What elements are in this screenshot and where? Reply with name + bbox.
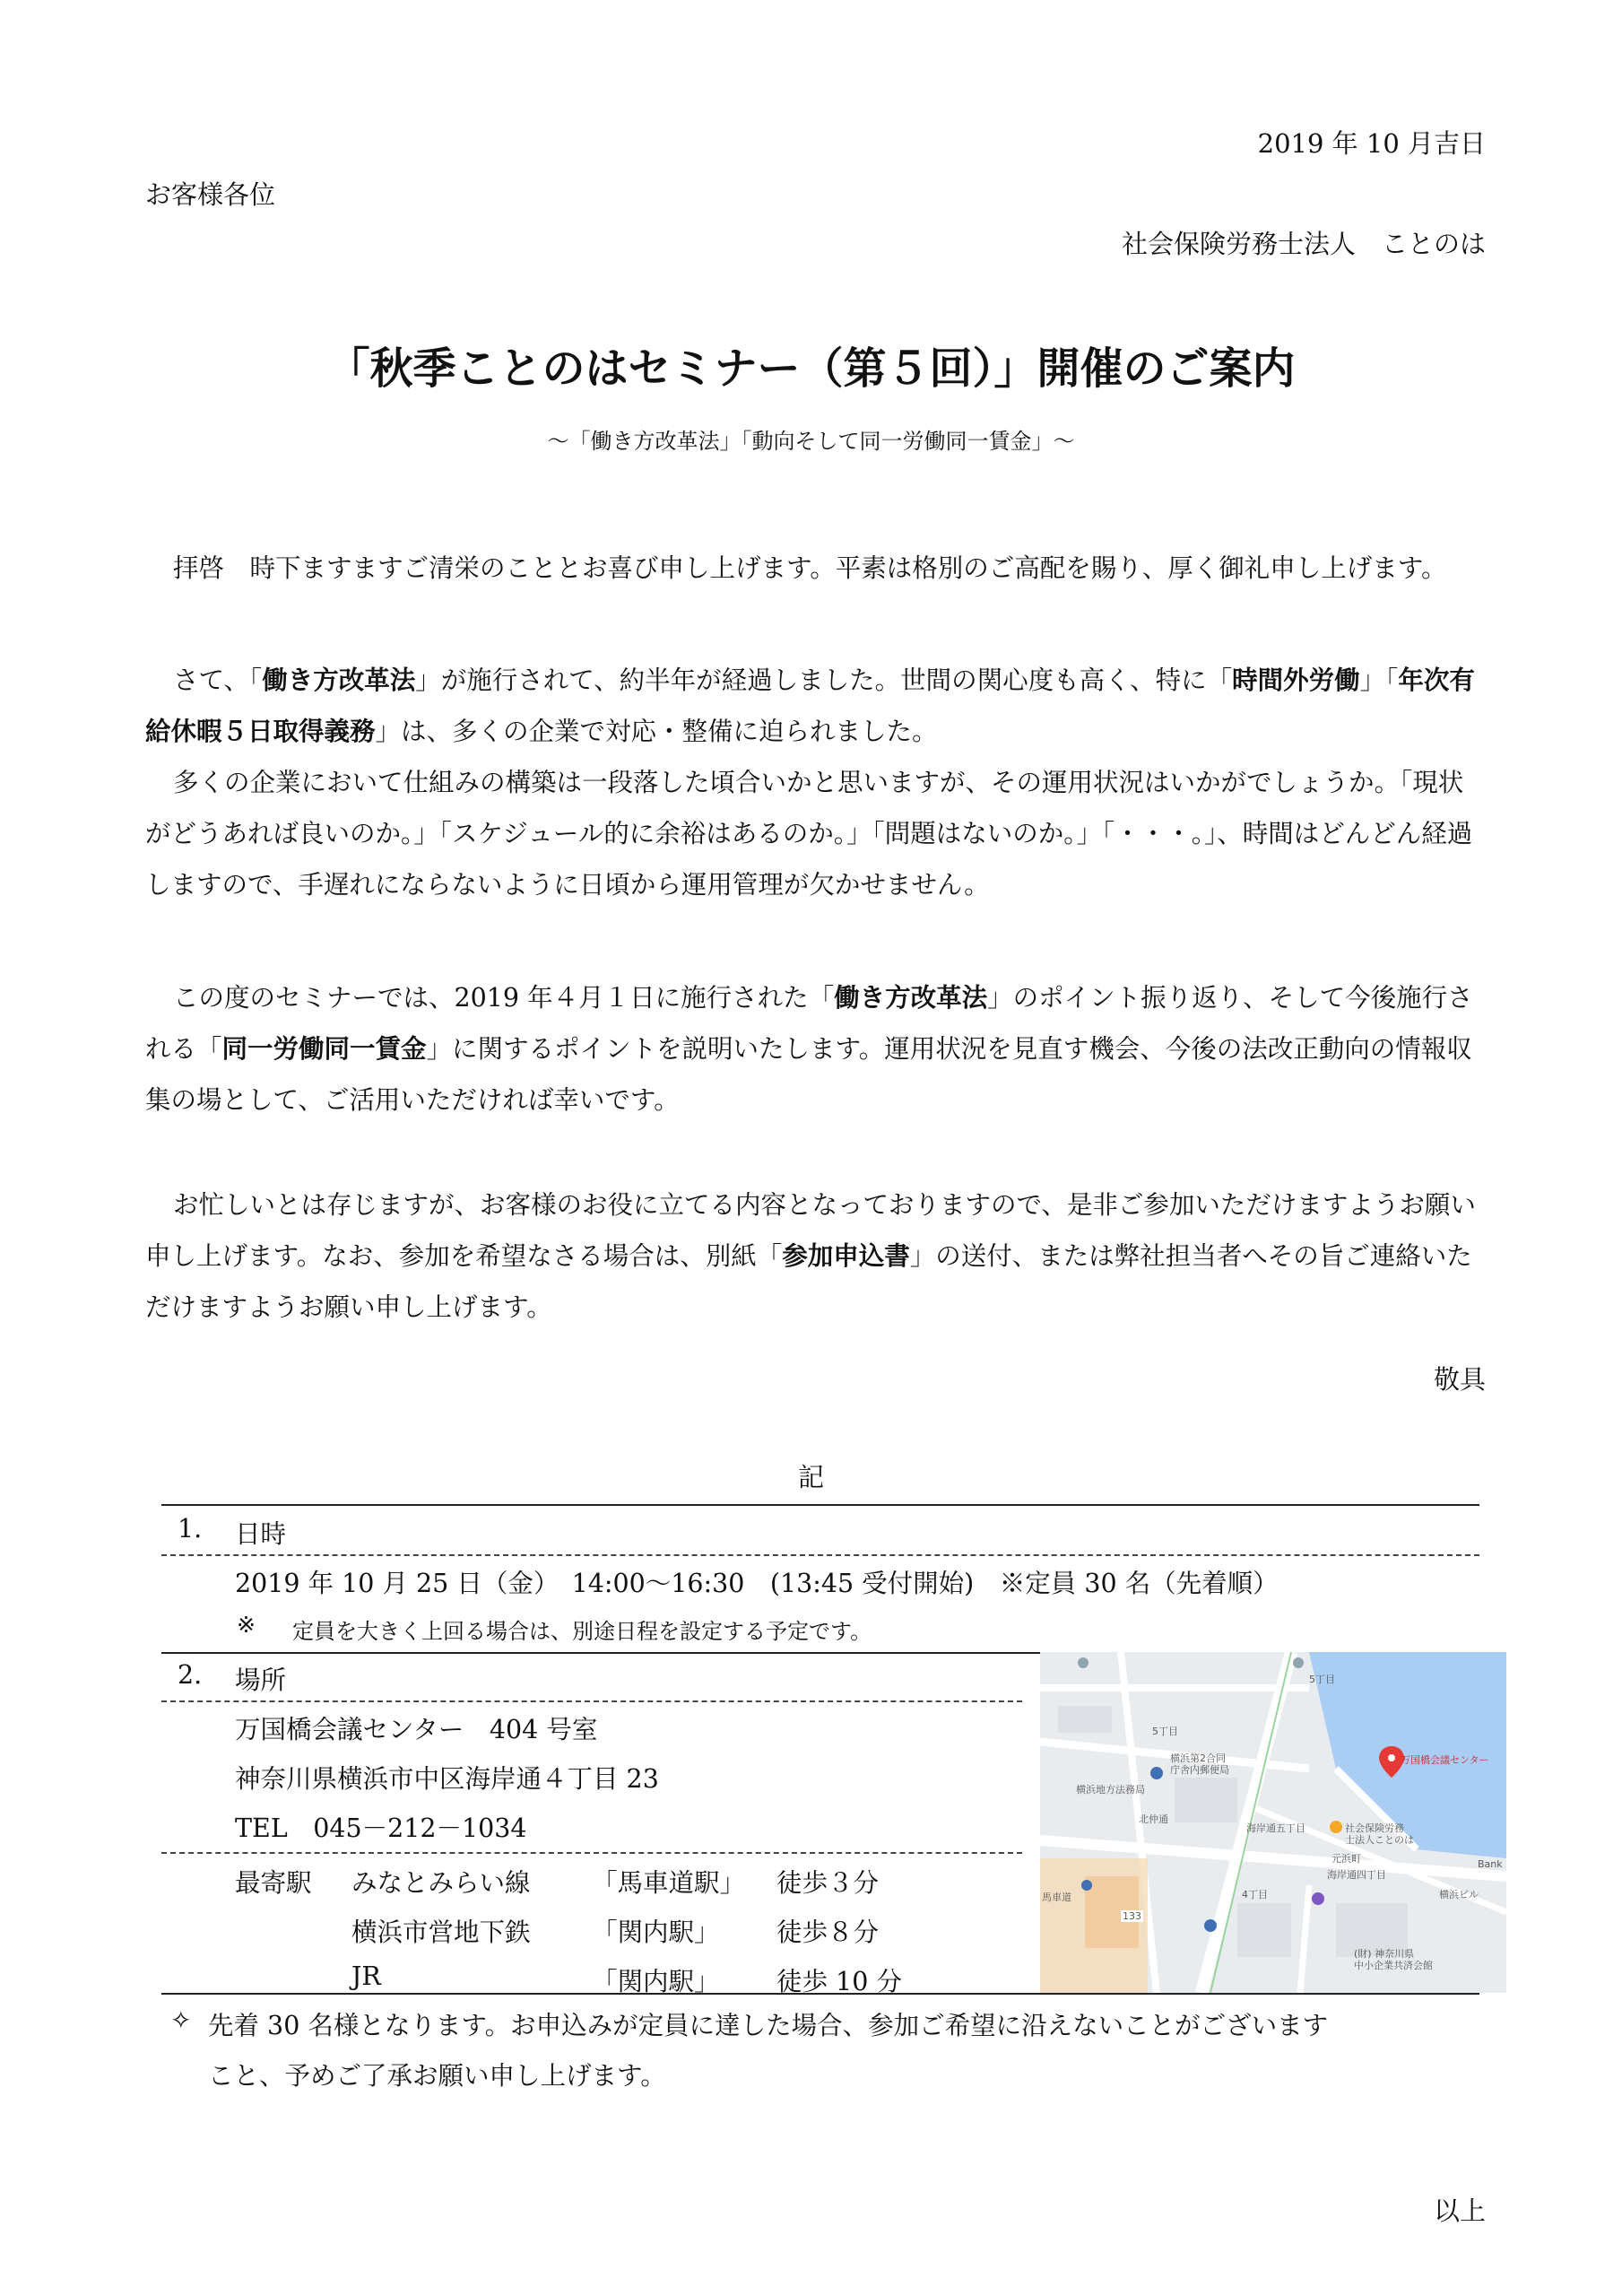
page-title: 「秋季ことのはセミナー（第５回）」開催のご案内: [326, 344, 1296, 394]
map-label-kitanaka: 北仲通: [1139, 1813, 1168, 1825]
venue-name: 万国橋会議センター 404 号室: [235, 1715, 598, 1744]
map-label-federation-line2: 中小企業共済会館: [1354, 1960, 1433, 1971]
station-line: 横浜市営地下鉄: [351, 1918, 531, 1947]
map-label-court: 横浜地方法務局: [1076, 1784, 1145, 1796]
station-name: 「関内駅」: [592, 1918, 720, 1947]
office-pin: [1330, 1821, 1342, 1833]
document-date: 2019 年 10 月吉日: [1257, 128, 1486, 159]
map-label-gov: [1170, 1752, 1229, 1776]
section-1-header-rule: [161, 1554, 1479, 1556]
station-line: みなとみらい線: [351, 1868, 531, 1898]
map-label-venue: 万国橋会議センター: [1401, 1754, 1489, 1766]
map-label-office-line2: 士法人ことのは: [1345, 1834, 1414, 1846]
map-label-bashamichi: 馬車道: [1042, 1892, 1071, 1903]
closing-keigu: 敬具: [1433, 1364, 1486, 1395]
notice-mark: ✧: [170, 2005, 192, 2035]
paragraph-4: この度のセミナーでは、2019 年４月１日に施行された「働き方改革法」のポイント振り返り、そして今後施行される「同一労働同一賃金」に関するポイントを説明いたします。運用状況を見直す機会、今後の法改正動向の情報収集の場として、ご活用いただければ幸いです。: [145, 983, 1473, 1115]
venue-tel: TEL 045－212－1034: [235, 1813, 527, 1843]
station-line: JR: [351, 1961, 381, 1991]
paragraph-3: 多くの企業において仕組みの構築は一段落した頃合いかと思いますが、その運用状況はいかがでしょうか。「現状がどうあれば良いのか。」「スケジュール的に余裕はあるのか。」「問題はないのか。」「・・・。」、時間はどんどん経過しますので、手遅れにならないように日頃から運用管理が欠かせません。: [145, 768, 1473, 900]
station-walk: 徒歩３分: [776, 1868, 880, 1898]
addressee: お客様各位: [145, 179, 276, 210]
map-label-office-line1: 社会保険労務: [1345, 1822, 1404, 1834]
map-label-bank: Bank: [1478, 1858, 1503, 1870]
map-label-gov-line2: 庁舎内郵便局: [1170, 1764, 1229, 1776]
map-label-federation-line1: (財) 神奈川県: [1354, 1948, 1415, 1960]
station-name: 「馬車道駅」: [592, 1868, 746, 1898]
section-2-number: 2.: [178, 1660, 203, 1690]
greeting-paragraph: 拝啓 時下ますますご清栄のこととお喜び申し上げます。平素は格別のご高配を賜り、厚く御礼申し上げます。: [173, 553, 1447, 583]
map-label-5chome-top: 5丁目: [1309, 1674, 1335, 1685]
map-label-gov-line1: 横浜第2合同: [1170, 1752, 1226, 1764]
address-bottom-rule: [161, 1852, 1022, 1854]
map-label-office: [1345, 1822, 1414, 1846]
note-mark: ※: [237, 1612, 256, 1638]
map-label-kaigan5: 海岸通五丁目: [1246, 1822, 1305, 1834]
map-label-kaigan4: 海岸通四丁目: [1327, 1869, 1386, 1881]
venue-map: [1040, 1652, 1506, 1993]
ki-heading: 記: [797, 1462, 824, 1492]
notice-line-1: 先着 30 名様となります。お申込みが定員に達した場合、参加ご希望に沿えないことがございます: [208, 2011, 1329, 2040]
section-1-number: 1.: [178, 1514, 203, 1544]
paragraph-5: お忙しいとは存じますが、お客様のお役に立てる内容となっておりますので、是非ご参加いただけますようお願い申し上げます。なお、参加を希望なさる場合は、別紙「参加申込書」の送付、または弊社担当者へその旨ご連絡いただけますようお願い申し上げます。: [145, 1190, 1476, 1322]
station-name: 「関内駅」: [592, 1967, 720, 1996]
map-label-4chome: 4丁目: [1242, 1889, 1268, 1900]
sender: 社会保険労務士法人 ことのは: [1121, 229, 1486, 259]
table-top-rule: [161, 1504, 1479, 1506]
station-walk: 徒歩８分: [776, 1918, 880, 1947]
section-2-label: 場所: [235, 1665, 287, 1695]
nearest-station-label: 最寄駅: [235, 1868, 312, 1898]
map-label-route: 133: [1123, 1910, 1141, 1922]
map-label-yokohama: 横浜ビル: [1439, 1889, 1479, 1900]
section-2-header-rule: [161, 1700, 1022, 1702]
map-label-motohama: 元浜町: [1331, 1853, 1361, 1865]
seminar-datetime: 2019 年 10 月 25 日（金） 14:00～16:30 (13:45 受付開始) ※定員 30 名（先着順）: [235, 1569, 1279, 1598]
map-label-federation: [1354, 1948, 1433, 1971]
station-walk: 徒歩 10 分: [776, 1967, 902, 1996]
notice-line-2: こと、予めご了承お願い申し上げます。: [208, 2061, 666, 2091]
ending-ijo: 以上: [1433, 2196, 1486, 2226]
paragraph-2: さて、「働き方改革法」が施行されて、約半年が経過しました。世間の関心度も高く、特に「時間外労働」「年次有給休暇５日取得義務」は、多くの企業で対応・整備に迫られました。: [145, 665, 1475, 746]
capacity-note: 定員を大きく上回る場合は、別途日程を設定する予定です。: [292, 1619, 872, 1644]
section-1-label: 日時: [235, 1519, 287, 1549]
page-subtitle: ～「働き方改革法」「動向そして同一労働同一賃金」～: [547, 429, 1075, 454]
map-label-5chome: 5丁目: [1152, 1726, 1178, 1737]
venue-address: 神奈川県横浜市中区海岸通４丁目 23: [235, 1764, 659, 1794]
